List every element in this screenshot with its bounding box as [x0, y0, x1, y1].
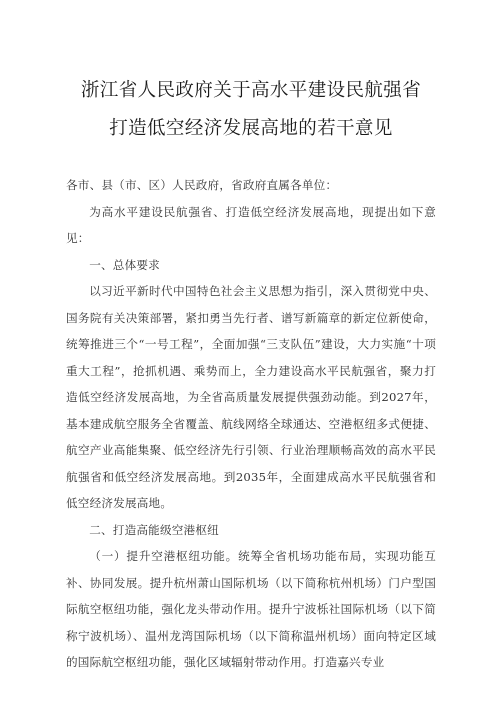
- document-title-line1: 浙江省人民政府关于高水平建设民航强省: [80, 80, 422, 101]
- document-title-line2: 打造低空经济发展高地的若干意见: [109, 118, 393, 139]
- section1-heading: 一、总体要求: [89, 257, 160, 272]
- subsection1-paragraph: （一）提升空港枢纽功能。统筹全省机场功能布局，实现功能互补、协同发展。提升杭州萧山国际机场（以下简称杭州机场）门户型国际航空枢纽功能，强化龙头带动作用。提升宁波栎社国际机场（以下简称宁波机场）、温州龙湾国际机场（以下简称温州机场）面向特定区域的国际航空枢纽功能，强化区域辐射带动作用。打造嘉兴专业: [66, 549, 436, 669]
- section2-heading: 二、打造高能级空港枢纽: [89, 522, 219, 537]
- intro-paragraph: 为高水平建设民航强省、打造低空经济发展高地，现提出如下意见：: [66, 204, 436, 245]
- section1-paragraph: 以习近平新时代中国特色社会主义思想为指引，深入贯彻党中央、国务院有关决策部署，紧扣勇当先行者、谱写新篇章的新定位新使命，统筹推进三个“一号工程”，全面加强“三支队伍”建设，大力实施“十项重大工程”，抢抓机遇、乘势而上，全力建设高水平民航强省，聚力打造低空经济发展高地，为全省高质量发展提供强劲动能。到2027年，基本建成航空服务全省覆盖、航线网络全球通达、空港枢纽多式便捷、航空产业高能集聚、低空经济先行引领、行业治理顺畅高效的高水平民航强省和低空经济发展高地。到2035年，全面建成高水平民航强省和低空经济发展高地。: [66, 284, 436, 510]
- salutation: 各市、县（市、区）人民政府，省政府直属各单位：: [66, 178, 338, 192]
